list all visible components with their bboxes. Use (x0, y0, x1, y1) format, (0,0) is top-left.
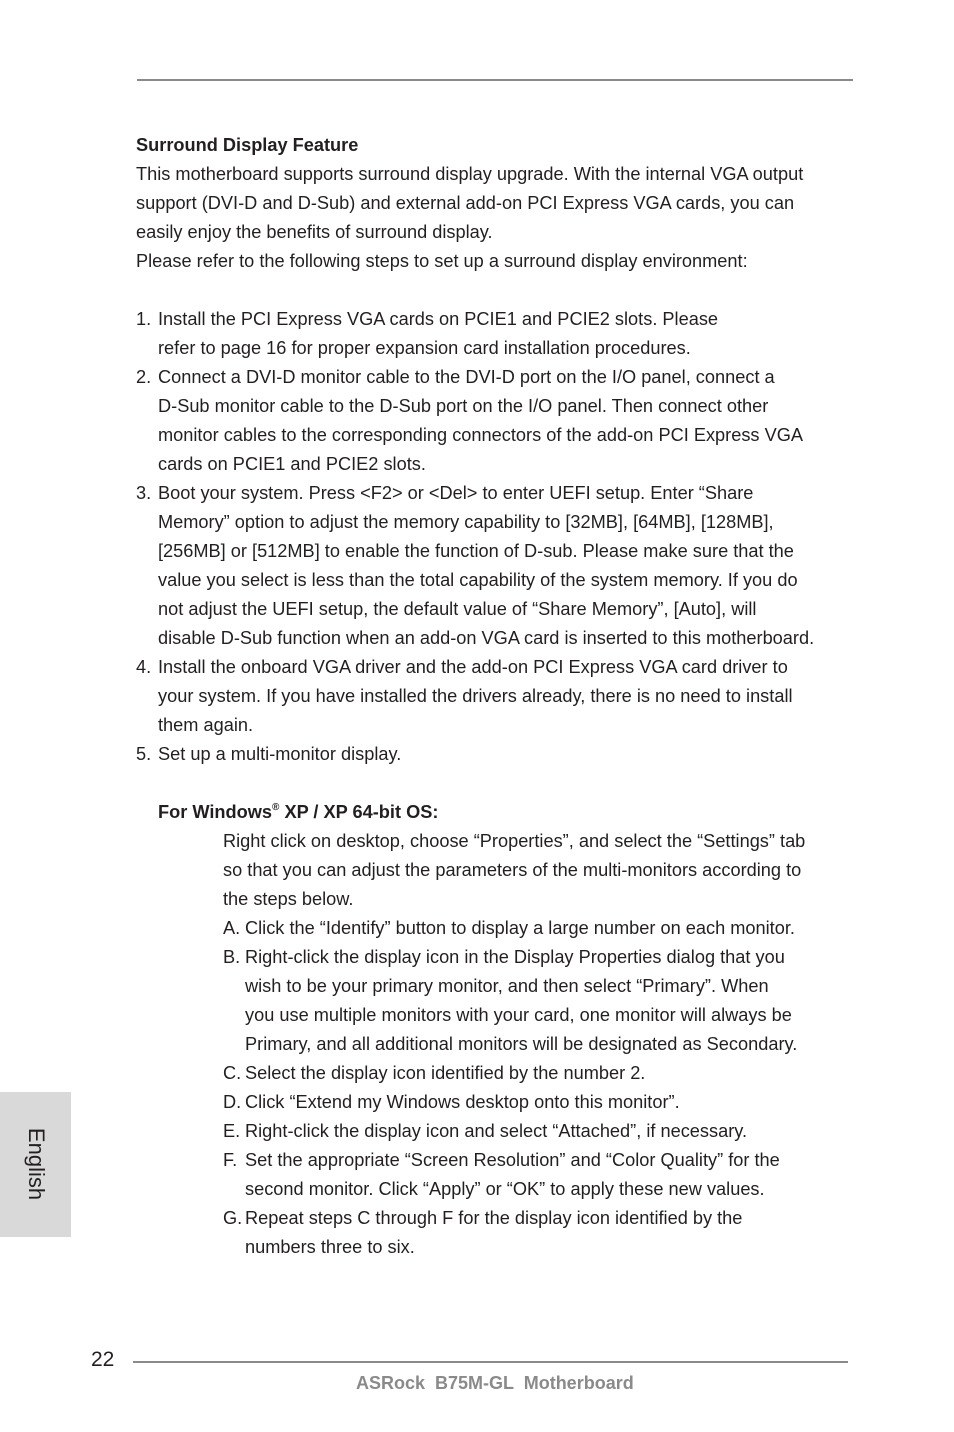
os-step-line: Repeat steps C through F for the display icon identified by the (245, 1208, 743, 1228)
step-line: Boot your system. Press <F2> or <Del> to enter UEFI setup. Enter “Share (158, 483, 754, 503)
os-step-line: Click “Extend my Windows desktop onto this monitor”. (245, 1092, 680, 1112)
os-step-line: Select the display icon identified by the number 2. (245, 1063, 646, 1083)
os-step-b (223, 943, 866, 1059)
steps-list (136, 305, 866, 769)
os-step-d (223, 1088, 866, 1117)
intro-line: Please refer to the following steps to set up a surround display environment: (136, 251, 748, 271)
step-line: them again. (158, 715, 254, 735)
footer-rule (133, 1361, 848, 1363)
step-5 (136, 740, 866, 769)
step-number: 1. (136, 309, 152, 329)
os-step-line: numbers three to six. (245, 1237, 415, 1257)
spacer (136, 276, 866, 305)
os-step-g (223, 1204, 866, 1262)
os-step-letter: B. (223, 947, 241, 967)
step-line: not adjust the UEFI setup, the default value of “Share Memory”, [Auto], will (158, 599, 757, 619)
language-label: English (24, 1127, 49, 1201)
os-heading (158, 798, 866, 827)
step-line: your system. If you have installed the drivers already, there is no need to install (158, 686, 793, 706)
step-line: Connect a DVI-D monitor cable to the DVI-D port on the I/O panel, connect a (158, 367, 775, 387)
os-step-line: Set the appropriate “Screen Resolution” and “Color Quality” for the (245, 1150, 780, 1170)
step-line: value you select is less than the total capability of the system memory. If you do (158, 570, 798, 590)
step-line: disable D-Sub function when an add-on VGA card is inserted to this motherboard. (158, 628, 815, 648)
os-step-letter: G. (223, 1208, 243, 1228)
step-line: Install the PCI Express VGA cards on PCIE1 and PCIE2 slots. Please (158, 309, 719, 329)
os-intro-line: the steps below. (223, 889, 354, 909)
step-line: Memory” option to adjust the memory capability to [32MB], [64MB], [128MB], (158, 512, 774, 532)
os-step-letter: C. (223, 1063, 242, 1083)
intro-paragraph (136, 160, 866, 276)
step-number: 5. (136, 744, 152, 764)
page-content (136, 131, 866, 1262)
footer-title: ASRock B75M-GL Motherboard (356, 1373, 634, 1393)
step-line: cards on PCIE1 and PCIE2 slots. (158, 454, 426, 474)
section-title: Surround Display Feature (136, 135, 359, 155)
step-number: 4. (136, 657, 152, 677)
header-rule (137, 79, 853, 81)
step-number: 2. (136, 367, 152, 387)
os-step-a (223, 914, 866, 943)
os-step-line: you use multiple monitors with your card, one monitor will always be (245, 1005, 792, 1025)
step-number: 3. (136, 483, 152, 503)
os-step-letter: D. (223, 1092, 242, 1112)
language-side-tab (0, 1092, 71, 1237)
os-step-letter: E. (223, 1121, 241, 1141)
os-heading-suffix: XP / XP 64-bit OS: (279, 802, 439, 822)
step-2 (136, 363, 866, 479)
step-line: D-Sub monitor cable to the D-Sub port on the I/O panel. Then connect other (158, 396, 769, 416)
os-intro-line: Right click on desktop, choose “Properties”, and select the “Settings” tab (223, 831, 806, 851)
os-step-c (223, 1059, 866, 1088)
os-step-f (223, 1146, 866, 1204)
os-step-line: Right-click the display icon and select “Attached”, if necessary. (245, 1121, 748, 1141)
os-heading-prefix: For Windows (158, 802, 273, 822)
intro-line: This motherboard supports surround display upgrade. With the internal VGA output (136, 164, 804, 184)
os-step-e (223, 1117, 866, 1146)
step-1 (136, 305, 866, 363)
os-intro-line: so that you can adjust the parameters of the multi-monitors according to (223, 860, 802, 880)
os-step-line: wish to be your primary monitor, and then select “Primary”. When (245, 976, 769, 996)
os-step-letter: F. (223, 1150, 238, 1170)
intro-line: support (DVI-D and D-Sub) and external add-on PCI Express VGA cards, you can (136, 193, 795, 213)
os-step-line: Primary, and all additional monitors will be designated as Secondary. (245, 1034, 798, 1054)
step-line: Install the onboard VGA driver and the add-on PCI Express VGA card driver to (158, 657, 788, 677)
step-line: Set up a multi-monitor display. (158, 744, 402, 764)
step-line: monitor cables to the corresponding connectors of the add-on PCI Express VGA (158, 425, 803, 445)
os-step-line: second monitor. Click “Apply” or “OK” to apply these new values. (245, 1179, 765, 1199)
intro-line: easily enjoy the benefits of surround display. (136, 222, 493, 242)
spacer (136, 769, 866, 798)
os-instructions (223, 827, 866, 1262)
step-3 (136, 479, 866, 653)
os-step-line: Click the “Identify” button to display a large number on each monitor. (245, 918, 795, 938)
registered-mark: ® (272, 802, 280, 813)
os-step-letter: A. (223, 918, 241, 938)
step-line: [256MB] or [512MB] to enable the function of D-sub. Please make sure that the (158, 541, 794, 561)
step-4 (136, 653, 866, 740)
os-step-line: Right-click the display icon in the Display Properties dialog that you (245, 947, 785, 967)
step-line: refer to page 16 for proper expansion card installation procedures. (158, 338, 691, 358)
page-number: 22 (91, 1348, 115, 1371)
